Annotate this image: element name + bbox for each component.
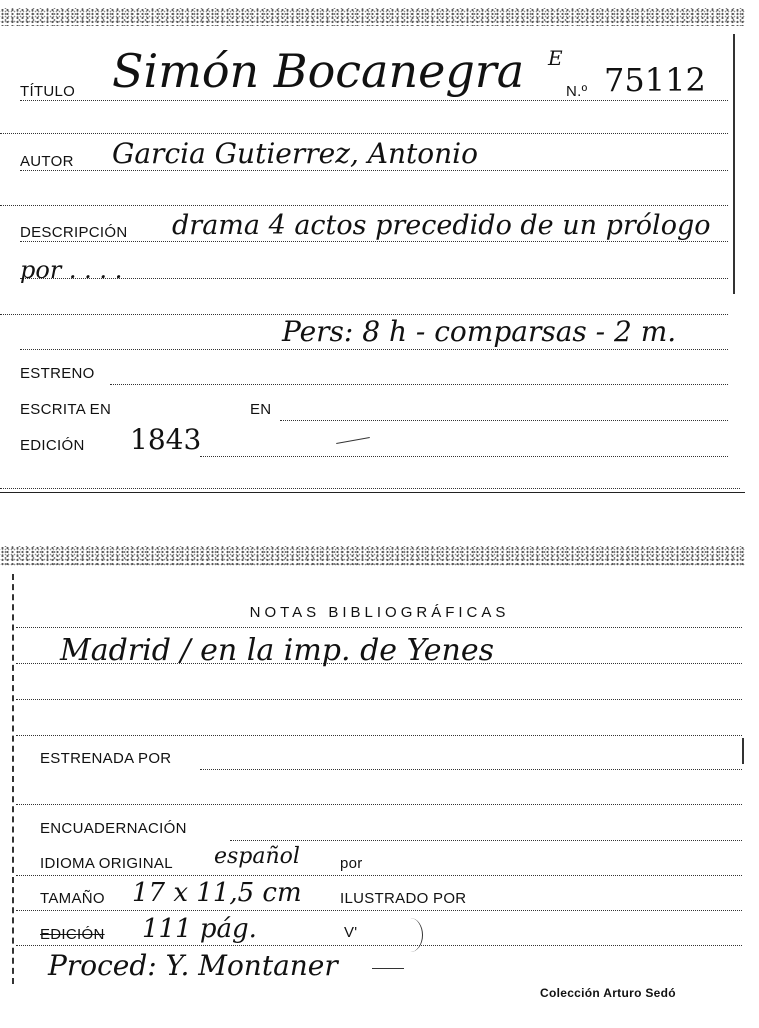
number-label: N.º bbox=[566, 83, 588, 100]
por-label: por bbox=[340, 855, 363, 872]
card-top-edge bbox=[0, 546, 745, 566]
autor-value: Garcia Gutierrez, Antonio bbox=[112, 137, 478, 170]
stamp-underline bbox=[372, 968, 404, 969]
card-right-border bbox=[733, 34, 735, 294]
en-label: EN bbox=[250, 401, 272, 418]
tamano-value: 17 x 11,5 cm bbox=[132, 878, 302, 908]
autor-label: AUTOR bbox=[20, 153, 74, 170]
idioma-label: IDIOMA ORIGINAL bbox=[40, 855, 173, 872]
card-right-border bbox=[742, 738, 744, 764]
encuadernacion-label: ENCUADERNACIÓN bbox=[40, 820, 187, 837]
descripcion-continuation: por . . . . bbox=[20, 256, 123, 284]
edicion-value: 1843 bbox=[130, 423, 202, 456]
edicion-label-struck: EDICIÓN bbox=[40, 926, 105, 943]
card-top-edge bbox=[0, 8, 745, 26]
personajes-value: Pers: 8 h - comparsas - 2 m. bbox=[282, 315, 677, 348]
card-left-border bbox=[12, 574, 14, 984]
descripcion-value: drama 4 actos precedido de un prólogo bbox=[172, 210, 711, 241]
estrenada-label: ESTRENADA POR bbox=[40, 750, 172, 767]
v-label: V' bbox=[344, 924, 358, 941]
number-value: 75112 bbox=[604, 61, 706, 99]
idioma-value: español bbox=[214, 844, 300, 869]
escrita-en-label: ESCRITA EN bbox=[20, 401, 112, 418]
number-mark: E bbox=[548, 46, 563, 70]
notas-heading: NOTAS BIBLIOGRÁFICAS bbox=[249, 604, 510, 621]
proced-value: Proced: Y. Montaner bbox=[48, 949, 338, 982]
estreno-label: ESTRENO bbox=[20, 365, 95, 382]
collection-credit: Colección Arturo Sedó bbox=[540, 986, 676, 1000]
titulo-label: TÍTULO bbox=[20, 83, 76, 100]
ilustrado-label: ILUSTRADO POR bbox=[340, 890, 467, 907]
edicion-label: EDICIÓN bbox=[20, 437, 85, 454]
stamp-mark bbox=[398, 918, 423, 952]
notas-value: Madrid / en la imp. de Yenes bbox=[60, 633, 494, 668]
edicion-pages-value: 111 pág. bbox=[142, 914, 257, 944]
titulo-value: Simón Bocanegra bbox=[112, 44, 525, 98]
tamano-label: TAMAÑO bbox=[40, 890, 105, 907]
descripcion-label: DESCRIPCIÓN bbox=[20, 224, 128, 241]
